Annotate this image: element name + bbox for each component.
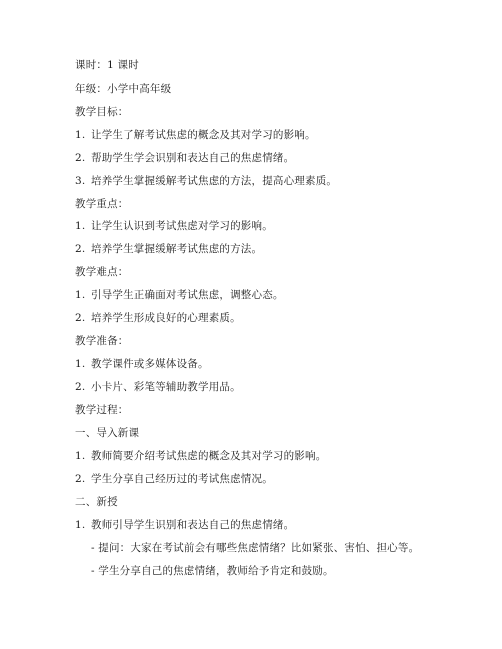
- item-text: 培养学生掌握缓解考试焦虑的方法，提高心理素质。: [91, 175, 338, 187]
- item-text: 让学生了解考试焦虑的概念及其对学习的影响。: [91, 129, 316, 141]
- preparation-item: [75, 357, 209, 371]
- intro-item: [75, 472, 273, 486]
- item-text: 学生分享自己经历过的考试焦虑情况。: [91, 473, 273, 485]
- item-number: 2.: [75, 473, 86, 485]
- grade-line: 年级：小学中高年级: [75, 83, 172, 95]
- item-number: 1.: [75, 289, 86, 301]
- item-text: 教师简要介绍考试焦虑的概念及其对学习的影响。: [91, 450, 327, 462]
- item-text: 帮助学生学会识别和表达自己的焦虑情绪。: [91, 152, 295, 164]
- objective-item: [75, 128, 316, 142]
- period-line: 课时：1 课时: [75, 59, 139, 71]
- item-number: 1.: [75, 519, 86, 531]
- new-sub-item: - 提问：大家在考试前会有哪些焦虑情绪？比如紧张、害怕、担心等。: [91, 542, 420, 554]
- item-text: 引导学生正确面对考试焦虑，调整心态。: [91, 289, 284, 301]
- item-text: 教师引导学生识别和表达自己的焦虑情绪。: [91, 519, 295, 531]
- item-number: 3.: [75, 175, 86, 187]
- item-number: 1.: [75, 450, 86, 462]
- difficulties-heading: 教学难点：: [75, 266, 129, 278]
- preparation-heading: 教学准备：: [75, 335, 129, 347]
- new-heading: 二、新授: [75, 496, 118, 508]
- intro-item: [75, 449, 326, 463]
- item-number: 1.: [75, 358, 86, 370]
- key-point-item: [75, 219, 273, 233]
- intro-heading: 一、导入新课: [75, 427, 140, 439]
- item-text: 培养学生形成良好的心理素质。: [91, 312, 241, 324]
- item-text: 培养学生掌握缓解考试焦虑的方法。: [91, 243, 263, 255]
- objective-item: [75, 151, 294, 165]
- key-points-heading: 教学重点：: [75, 198, 129, 210]
- item-number: 2.: [75, 381, 86, 393]
- objectives-heading: 教学目标：: [75, 106, 129, 118]
- item-number: 2.: [75, 312, 86, 324]
- item-text: 小卡片、彩笔等辅助教学用品。: [91, 381, 241, 393]
- item-number: 1.: [75, 129, 86, 141]
- new-item: [75, 518, 294, 532]
- difficulty-item: [75, 311, 241, 325]
- item-text: 教学课件或多媒体设备。: [91, 358, 209, 370]
- process-heading: 教学过程：: [75, 404, 129, 416]
- item-number: 1.: [75, 220, 86, 232]
- item-number: 2.: [75, 243, 86, 255]
- key-point-item: [75, 242, 262, 256]
- preparation-item: [75, 380, 241, 394]
- new-sub-item: - 学生分享自己的焦虑情绪，教师给予肯定和鼓励。: [91, 565, 334, 577]
- difficulty-item: [75, 288, 284, 302]
- objective-item: [75, 174, 337, 188]
- item-text: 让学生认识到考试焦虑对学习的影响。: [91, 220, 273, 232]
- item-number: 2.: [75, 152, 86, 164]
